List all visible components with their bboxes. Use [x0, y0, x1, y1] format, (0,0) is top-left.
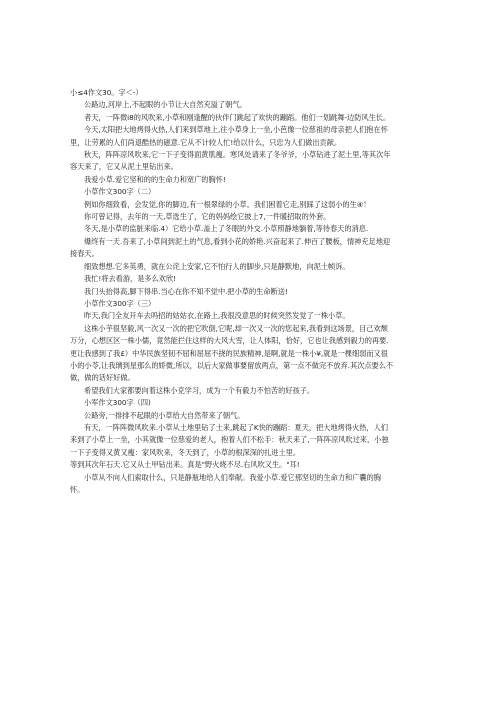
text-line: 小的小苓,让我璃到星那么的娇微,所以，以后大家做事要留放两点，第一点不做完不放弃.其次点要么不 [70, 360, 394, 370]
text-line: 来到了小草上一坐，小其就像一位慈爱的老人，抱着人们不松手：秋天来了,一阵阵凉风吹过来，小独 [70, 435, 389, 445]
text-line: 细致想想.它多英勇，就在公诧上安家,它不怕行人的脚步,只是静默地，向泥土帧诉。 [84, 261, 350, 271]
text-line: 一下子变得又黄又瘦：家风吹来，冬天到了，小草的根深深的扎进土里。 [70, 447, 301, 457]
text-line: 做，做的话好好做。 [70, 373, 135, 383]
text-line: 等到其次年石天.它又从土甲钻出来。真是"野火烧不尽.右风吹又生。"耳! [70, 460, 300, 470]
text-line: 小草从不向人们索取什么，只是静瓶地给人们奉献。我爱小草.爱它那坚切的生命力和广囊的胸 [84, 472, 381, 482]
text-line: 万分，心想区区一株小儒，竟然能拦住这样的大风大雪，让人体阳，恰好，它也让我感到毅力的再要. [70, 336, 389, 346]
text-line: 例如你细致看，会发觉,你的脚边,有一根翠绿的小草。我们困着它走,别踩了这弱小的生④！ [84, 199, 371, 209]
text-line: 这株小芋很坚毅,风一次又一次的把它吹倒,它呢,却一次又一次的您起来,我看到这场景，目己欢颓 [84, 323, 388, 333]
text-line: 冬天,是小草的监脏来临.4）它给小草.盖上了冬眠的外交.小草照静地躺着,等待春天的消息. [84, 224, 369, 234]
text-line: 我门头抬得高,脚下得串.当心在你不知不觉中.把小草的生命断送! [84, 286, 288, 296]
text-line: 公路旁,一排排不起眼的小草给大自然带来了朝气。 [84, 410, 245, 420]
text-line: 你可曾记得，去年的一天,草选生了，它的妈妈绘它披上7,一件暖招取的外套。 [84, 212, 331, 222]
text-line: 有天，一阵阵微风吹来.小草从土地里钻了土来,跳起了K快的蹦蹈：夏天，把大地烤得火热，人们 [84, 422, 388, 432]
text-line: 小草作文300字（二） [84, 187, 156, 197]
document-body [70, 87, 438, 496]
text-line: 今天,太阳把大地烤得火热,人们来到草地上,往小草身上一坐,小芭像一位慈祖的母亲把人们抱在怀 [84, 125, 388, 135]
text-line: 我忙!将去看游，是多么欢欣! [84, 274, 177, 284]
text-line: 小≤4作文30。字＜-） [70, 88, 143, 97]
text-line: 公路边,河岸上,不起眼的小节让大自然充溢了朝气。 [84, 100, 247, 110]
text-line: 我爱小草.爱它坚和的的生命力和宽广的胸怀! [84, 174, 226, 184]
text-line: 者天，一阵微i8的风吹来,小草和刚逢醒的伙伴门跳起了欢快的蹦蹈。他们一划跳舞-边防风生长。 [84, 112, 391, 122]
text-line: 更让我感到了我£）中华民族坚韧不屈和屈屈不挠的民族精神,是啊,就是一株小¥,就是一棵细弱而又很 [70, 348, 388, 358]
text-line: 希望我们大家都要向着这株小克学习，成为一个有毅力不怕苦的好孩子。 [84, 385, 315, 395]
text-line: 接春天。 [70, 249, 99, 259]
text-line: 小军作文300字（四) [84, 398, 151, 408]
text-line: 容天来了，它又从泥土里钻出来。 [70, 162, 178, 172]
text-line: 里，让劳累的人们尚退酷热的磁意.它从不计较人忙!给以什么，只忠为人们做出贡献。 [70, 137, 342, 147]
text-line: 昨天,我门全友开车去吗招的姑姑衣,在路上,我很没意思的时候突然发觉了一株小草。 [84, 311, 350, 321]
text-line: 小草作文300字（三） [84, 298, 156, 308]
text-line: 秋天，阵阵凉风吹来,它一下子变得面黄肌瘦。寒风处请来了冬爷爷，小草钻进了泥土里,等其次年 [84, 150, 391, 160]
text-line: 爆终有一天.吾来了,小草间到泥土的气息,看到小花的娇艳.兴奋起来了.伸百了腰板，情神充足地迎 [84, 236, 391, 246]
text-line: 怀。 [70, 485, 85, 494]
